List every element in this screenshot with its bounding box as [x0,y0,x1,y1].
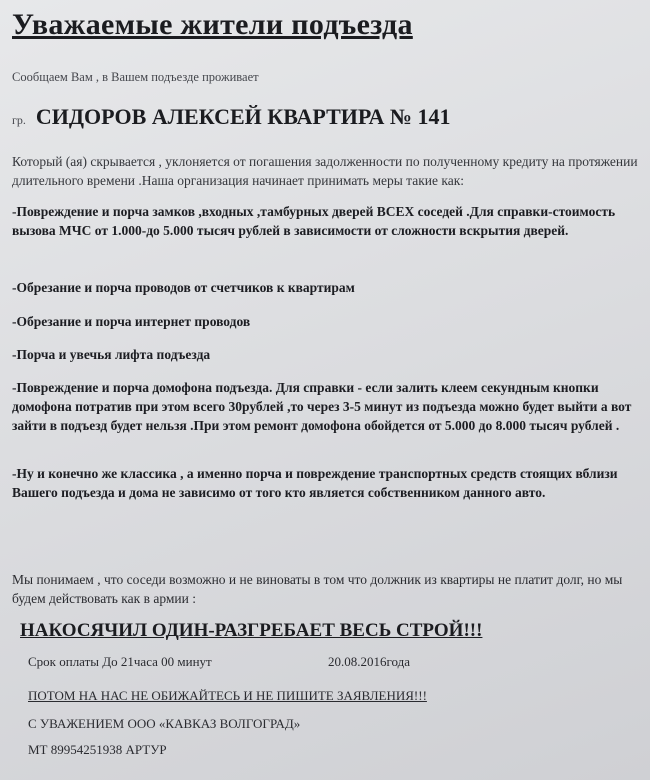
intro-text: Сообщаем Вам , в Вашем подъезде проживает [12,70,259,84]
description-text: Который (ая) скрывается , уклоняется от погашения задолженности по полученному кредиту на протяжении длительного времени .Наша организация начинает принимать меры такие как: [12,154,638,188]
due-label: Срок оплаты До 21часа 00 минут [28,654,212,669]
debtor-name: СИДОРОВ АЛЕКСЕЙ КВАРТИРА № 141 [35,104,451,129]
measure-item-elevator: -Порча и увечья лифта подъезда [12,347,211,362]
citizen-prefix: гр. [12,113,26,127]
measure-item-intercom: -Повреждение и порча домофона подъезда. Для справки - если залить клеем секундным кнопки домофона потратив при этом всего 30рублей ,то через 3-5 минут из подъезда можно будет выйти а вот зайти в подъезд будет нельзя .При этом ремонт домофона обойдется от 5.000 до 8.000 тысяч рублей . [12,380,632,433]
debtor-line [12,104,451,130]
signature-company: С УВАЖЕНИЕМ ООО «КАВКАЗ ВОЛГОГРАД» [28,716,301,731]
motto-heading: НАКОСЯЧИЛ ОДИН-РАЗГРЕБАЕТ ВЕСЬ СТРОЙ!!! [20,620,483,641]
measure-item-internet-wires: -Обрезание и порча интернет проводов [12,314,251,329]
measure-item-doors: -Повреждение и порча замков ,входных ,тамбурных дверей ВСЕХ соседей .Для справки-стоимость вызова МЧС от 1.000-до 5.000 тысяч рублей в зависимости от сложности вскрытия дверей. [12,204,616,238]
notice-title: Уважаемые жители подъезда [12,8,413,41]
due-line [28,654,411,670]
measure-item-vehicles: -Ну и конечно же классика , а именно порча и повреждение транспортных средств стоящих вблизи Вашего подъезда и дома не зависимо от того кто является собственником данного авто. [12,466,618,500]
due-date: 20.08.2016года [328,654,411,669]
understand-text: Мы понимаем , что соседи возможно и не виноваты в том что должник из квартиры не платит долг, но мы будем действовать как в армии : [12,572,623,606]
contact-phone: МТ 89954251938 АРТУР [28,742,167,757]
measure-item-meter-wires: -Обрезание и порча проводов от счетчиков к квартирам [12,280,355,295]
warning-text: ПОТОМ НА НАС НЕ ОБИЖАЙТЕСЬ И НЕ ПИШИТЕ ЗАЯВЛЕНИЯ!!! [28,688,427,703]
